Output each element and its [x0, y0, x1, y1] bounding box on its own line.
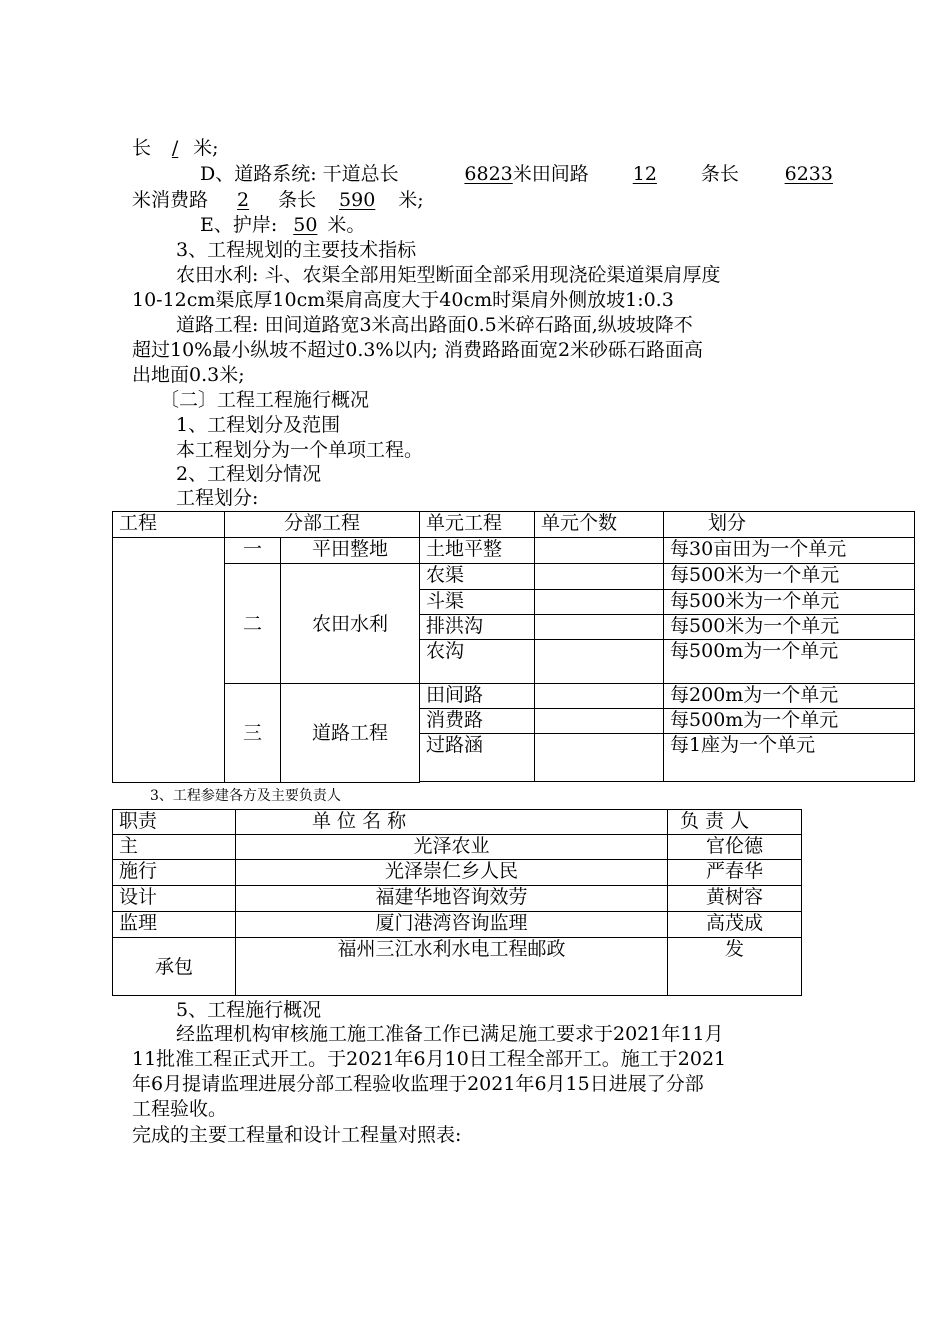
- section-heading: 5、工程施行概况: [176, 999, 322, 1021]
- group-number: 一: [225, 538, 281, 564]
- rule-cell: 每500米为一个单元: [664, 564, 915, 590]
- table-row: [113, 564, 915, 590]
- count-cell: [535, 640, 664, 684]
- column-header: 单 位 名 称: [236, 810, 668, 835]
- text-line: 农田水利: 斗、农渠全部用矩型断面全部采用现浇砼渠道渠肩厚度: [176, 264, 721, 286]
- count-cell: [535, 734, 664, 782]
- division-table: [112, 511, 915, 783]
- blank-value: /: [171, 137, 179, 159]
- column-header: 划分: [664, 512, 915, 538]
- role-cell: 监理: [113, 912, 236, 938]
- rule-cell: 每200m为一个单元: [664, 684, 915, 709]
- unit-name-cell: 光泽崇仁乡人民: [236, 860, 668, 886]
- person-cell: 官伦德: [668, 835, 802, 860]
- unit-name-cell: 福建华地咨询效劳: [236, 886, 668, 912]
- text-line: 年6月提请监理进展分部工程验收监理于2021年6月15日进展了分部: [132, 1073, 704, 1095]
- text-line: 超过10%最小纵坡不超过0.3%以内; 消费路路面宽2米砂砾石路面高: [132, 339, 704, 361]
- count-cell: [535, 564, 664, 590]
- group-name: 农田水利: [281, 564, 420, 684]
- blank-value: 6233: [784, 163, 833, 185]
- column-header: 工程: [113, 512, 225, 538]
- empty-cell: [113, 538, 225, 783]
- unit-cell: 斗渠: [420, 590, 535, 615]
- blank-value: 12: [632, 163, 657, 185]
- unit-cell: 土地平整: [420, 538, 535, 564]
- text-fragment: 米消费路: [132, 189, 209, 211]
- text-fragment: E、护岸:: [200, 214, 278, 236]
- text-fragment: 条长: [278, 189, 317, 211]
- table-header-row: [113, 810, 802, 835]
- unit-cell: 农沟: [420, 640, 535, 684]
- text-fragment: 米;: [398, 189, 424, 211]
- text-line: 经监理机构审核施工施工准备工作已满足施工要求于2021年11月: [176, 1023, 724, 1045]
- group-name: 平田整地: [281, 538, 420, 564]
- count-cell: [535, 684, 664, 709]
- unit-name-cell: 福州三江水利水电工程邮政: [236, 938, 668, 996]
- unit-cell: 过路涵: [420, 734, 535, 782]
- text-fragment: 长: [132, 137, 152, 159]
- text-fragment: D、道路系统: 干道总长: [200, 163, 399, 185]
- table-row: [113, 835, 802, 860]
- rule-cell: 每500米为一个单元: [664, 615, 915, 640]
- text-line: 道路工程: 田间道路宽3米高出路面0.5米碎石路面,纵坡坡降不: [176, 314, 693, 336]
- role-cell: 承包: [113, 938, 236, 996]
- section-heading: 1、工程划分及范围: [176, 414, 341, 436]
- table-row: [113, 912, 802, 938]
- rule-cell: 每30亩田为一个单元: [664, 538, 915, 564]
- text-line: [200, 213, 365, 237]
- column-header: 分部工程: [225, 512, 420, 538]
- section-heading: 3、工程规划的主要技术指标: [176, 239, 417, 261]
- table-row: [113, 886, 802, 912]
- role-cell: 设计: [113, 886, 236, 912]
- role-cell: 施行: [113, 860, 236, 886]
- rule-cell: 每500m为一个单元: [664, 640, 915, 684]
- role-cell: 主: [113, 835, 236, 860]
- text-line: 10-12cm渠底厚10cm渠肩高度大于40cm时渠肩外侧放坡1:0.3: [132, 289, 674, 311]
- text-fragment: 米。: [327, 214, 366, 236]
- text-line: 本工程划分为一个单项工程。: [176, 439, 424, 461]
- table-row: [113, 938, 802, 996]
- blank-value: 50: [293, 214, 318, 236]
- count-cell: [535, 538, 664, 564]
- text-line: 出地面0.3米;: [132, 364, 245, 386]
- text-line: 完成的主要工程量和设计工程量对照表:: [132, 1124, 462, 1146]
- rule-cell: 每1座为一个单元: [664, 734, 915, 782]
- text-fragment: 米田间路: [512, 163, 589, 185]
- table-row: [113, 860, 802, 886]
- unit-name-cell: 光泽农业: [236, 835, 668, 860]
- parties-table: [112, 809, 802, 996]
- group-name: 道路工程: [281, 684, 420, 783]
- table-row: [113, 684, 915, 709]
- text-fragment: 米;: [193, 137, 219, 159]
- person-cell: 黄树容: [668, 886, 802, 912]
- count-cell: [535, 709, 664, 734]
- unit-cell: 田间路: [420, 684, 535, 709]
- rule-cell: 每500米为一个单元: [664, 590, 915, 615]
- count-cell: [535, 590, 664, 615]
- group-number: 三: [225, 684, 281, 783]
- column-header: 负 责 人: [668, 810, 802, 835]
- blank-value: 2: [237, 189, 250, 211]
- blank-value: 6823: [464, 163, 513, 185]
- table-header-row: [113, 512, 915, 538]
- unit-cell: 排洪沟: [420, 615, 535, 640]
- text-line: 11批准工程正式开工。于2021年6月10日工程全部开工。施工于2021: [132, 1048, 727, 1070]
- section-heading: 2、工程划分情况: [176, 463, 322, 485]
- text-line: 工程验收。: [132, 1098, 228, 1120]
- unit-cell: 消费路: [420, 709, 535, 734]
- text-line: [200, 162, 833, 186]
- column-header: 职责: [113, 810, 236, 835]
- group-number: 二: [225, 564, 281, 684]
- text-line: 工程划分:: [176, 487, 259, 509]
- column-header: 单元个数: [535, 512, 664, 538]
- rule-cell: 每500m为一个单元: [664, 709, 915, 734]
- table-caption: 3、工程参建各方及主要负责人: [150, 788, 341, 804]
- section-heading: 〔二〕工程工程施行概况: [160, 389, 370, 411]
- table-row: [113, 538, 915, 564]
- person-cell: 高茂成: [668, 912, 802, 938]
- text-line: [132, 188, 424, 212]
- person-cell: 发: [668, 938, 802, 996]
- text-fragment: 条长: [700, 163, 739, 185]
- person-cell: 严春华: [668, 860, 802, 886]
- text-line: [132, 136, 218, 160]
- blank-value: 590: [339, 189, 376, 211]
- unit-name-cell: 厦门港湾咨询监理: [236, 912, 668, 938]
- count-cell: [535, 615, 664, 640]
- column-header: 单元工程: [420, 512, 535, 538]
- unit-cell: 农渠: [420, 564, 535, 590]
